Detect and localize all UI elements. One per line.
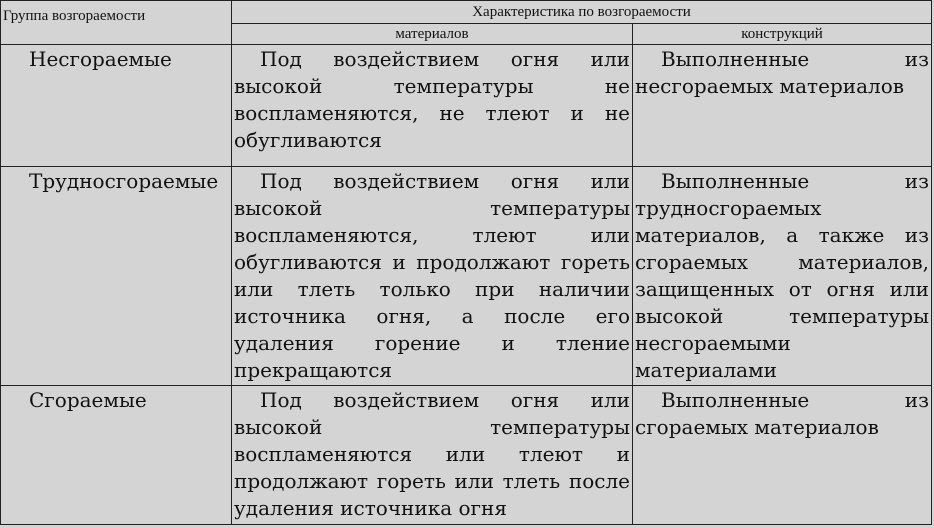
header-group: Группа возгораемости <box>1 1 232 45</box>
materials-cell: Под воздействием огня или высокой температуры воспламеняются или тлеют и продолжают гореть или тлеть после удаления источника огня <box>232 386 633 525</box>
header-constructions: конструкций <box>633 24 932 45</box>
table-row <box>1 386 932 525</box>
group-cell: Несгораемые <box>1 45 232 167</box>
header-row-top <box>1 1 932 24</box>
header-materials: материалов <box>232 24 633 45</box>
header-characteristic: Характеристика по возгораемости <box>232 1 932 24</box>
materials-cell: Под воздействием огня или высокой температуры воспламеняются, тлеют или обугливаются и продолжают гореть или тлеть только при наличии источника огня, а после его удаления горение и тление прекращаются <box>232 167 633 386</box>
table-row <box>1 45 932 167</box>
group-cell: Сгораемые <box>1 386 232 525</box>
constructions-cell: Выполненные из сгораемых материалов <box>633 386 932 525</box>
materials-cell: Под воздействием огня или высокой температуры не воспламеняются, не тлеют и не обугливаются <box>232 45 633 167</box>
constructions-cell: Выполненные из трудносгораемых материалов, а также из сгораемых материалов, защищенных от огня или высокой температуры несгораемыми материалами <box>633 167 932 386</box>
table-row <box>1 167 932 386</box>
constructions-cell: Выполненные из несгораемых материалов <box>633 45 932 167</box>
group-cell: Трудносгораемые <box>1 167 232 386</box>
